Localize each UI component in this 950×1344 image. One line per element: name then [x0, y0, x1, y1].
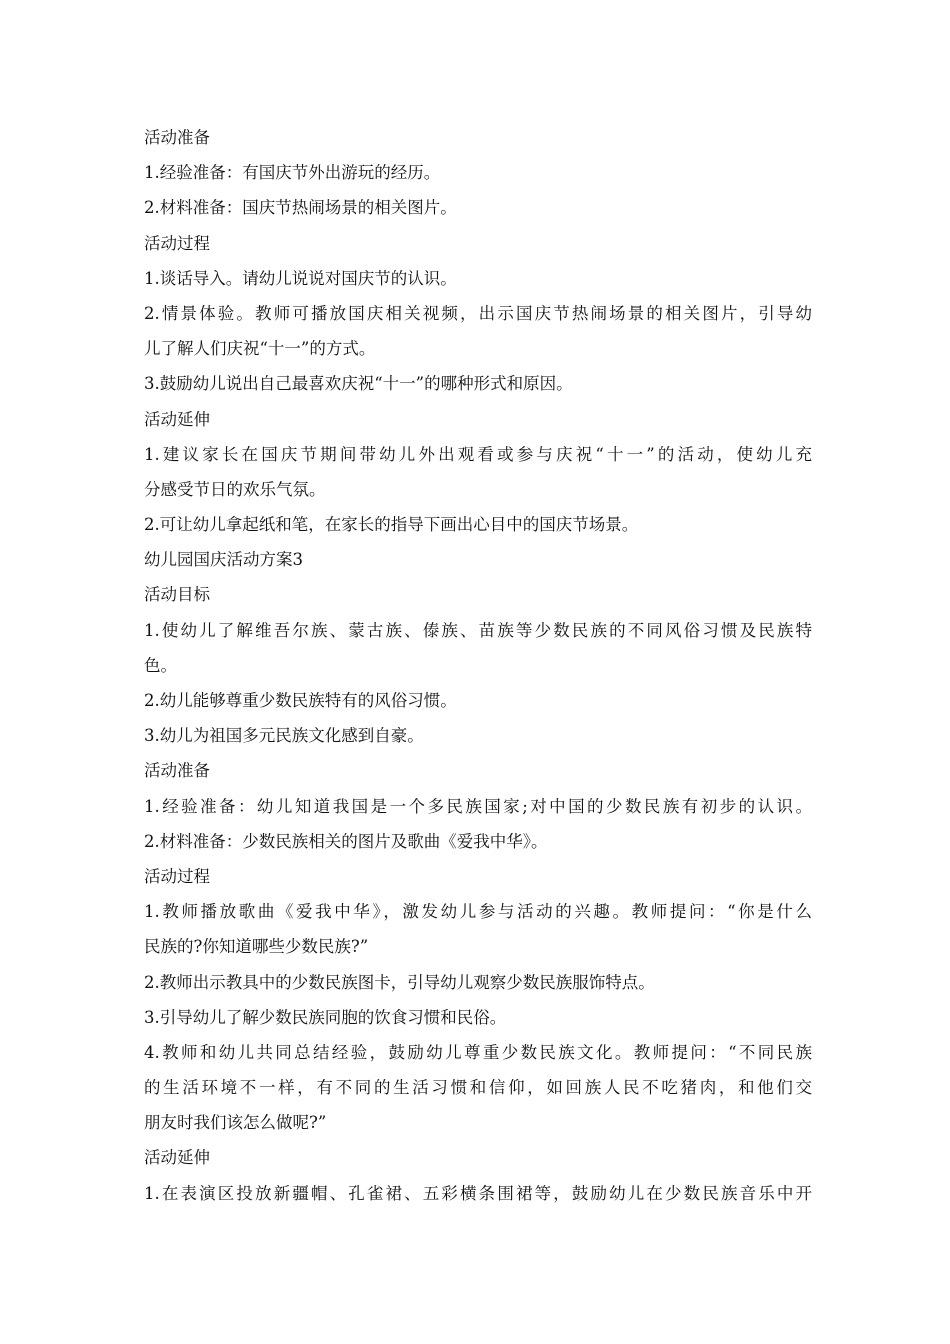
text-line: 色。 — [144, 655, 177, 675]
text-line: 2.情景体验。教师可播放国庆相关视频，出示国庆节热闹场景的相关图片，引导幼 — [144, 303, 812, 323]
text-line: 分感受节日的欢乐气氛。 — [144, 479, 326, 499]
text-line: 2.教师出示教具中的少数民族图卡，引导幼儿观察少数民族服饰特点。 — [144, 972, 655, 992]
text-line: 4.教师和幼儿共同总结经验，鼓励幼儿尊重少数民族文化。教师提问：“不同民族 — [144, 1042, 812, 1062]
text-line: 活动准备 — [144, 128, 210, 147]
text-line: 1.在表演区投放新疆帽、孔雀裙、五彩横条围裙等，鼓励幼儿在少数民族音乐中开 — [144, 1183, 812, 1203]
text-line: 活动过程 — [144, 866, 210, 886]
text-line: 3.鼓励幼儿说出自己最喜欢庆祝“十一”的哪种形式和原因。 — [144, 374, 573, 394]
text-line: 活动准备 — [144, 761, 210, 781]
text-line: 活动延伸 — [144, 409, 210, 429]
text-line: 2.材料准备：国庆节热闹场景的相关图片。 — [144, 198, 457, 218]
text-line: 活动延伸 — [144, 1148, 210, 1168]
text-line: 的生活环境不一样，有不同的生活习惯和信仰，如回族人民不吃猪肉，和他们交 — [144, 1078, 812, 1098]
text-line: 2.可让幼儿拿起纸和笔，在家长的指导下画出心目中的国庆节场景。 — [144, 515, 639, 535]
text-line: 1.谈话导入。请幼儿说说对国庆节的认识。 — [144, 268, 457, 288]
text-line: 活动目标 — [144, 585, 210, 605]
text-line: 1.经验准备：有国庆节外出游玩的经历。 — [144, 163, 441, 183]
text-line: 1.使幼儿了解维吾尔族、蒙古族、傣族、苗族等少数民族的不同风俗习惯及民族特 — [144, 620, 812, 640]
text-line: 2.材料准备：少数民族相关的图片及歌曲《爱我中华》。 — [144, 831, 548, 851]
text-line: 朋友时我们该怎么做呢?” — [144, 1113, 327, 1133]
text-line: 3.引导幼儿了解少数民族同胞的饮食习惯和民俗。 — [144, 1007, 507, 1027]
text-line: 3.幼儿为祖国多元民族文化感到自豪。 — [144, 726, 424, 746]
document-body — [144, 120, 812, 1211]
text-line: 儿了解人们庆祝“十一”的方式。 — [144, 339, 376, 359]
text-line: 活动过程 — [144, 233, 210, 253]
text-line: 2.幼儿能够尊重少数民族特有的风俗习惯。 — [144, 691, 457, 710]
text-line: 幼儿园国庆活动方案3 — [144, 550, 303, 570]
text-line: 1.教师播放歌曲《爱我中华》，激发幼儿参与活动的兴趣。教师提问：“你是什么 — [144, 902, 812, 922]
text-line: 民族的?你知道哪些少数民族?” — [144, 937, 369, 957]
text-line: 1.经验准备：幼儿知道我国是一个多民族国家;对中国的少数民族有初步的认识。 — [144, 796, 812, 816]
text-line: 1.建议家长在国庆节期间带幼儿外出观看或参与庆祝“十一”的活动，使幼儿充 — [144, 444, 812, 464]
